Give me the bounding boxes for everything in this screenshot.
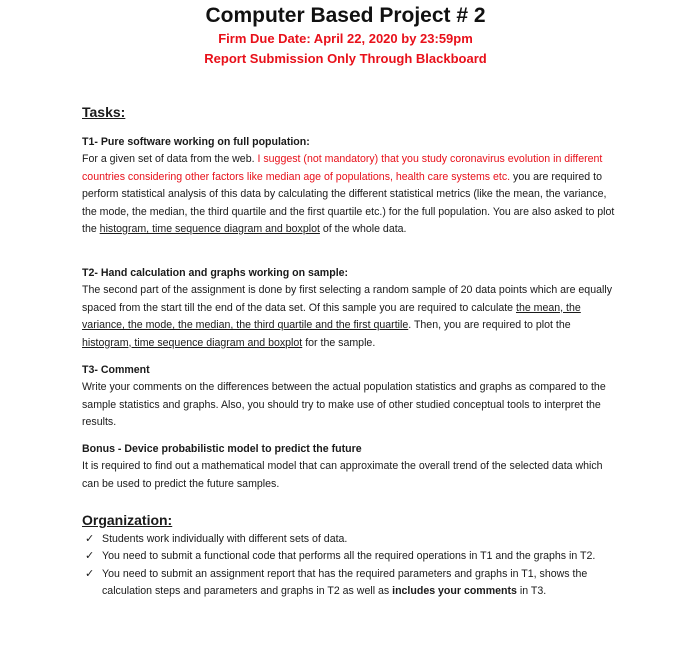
org-item-3-end: in T3. — [516, 585, 547, 598]
t1-body — [82, 151, 617, 238]
t2-title: T2- Hand calculation and graphs working on sample: — [82, 267, 349, 279]
t2-plots: histogram, time sequence diagram and boxplot — [82, 336, 303, 349]
bonus-title: Bonus - Device probabilistic model to predict the future — [82, 443, 362, 455]
due-date: Firm Due Date: April 22, 2020 by 23:59pm — [218, 31, 473, 46]
t1-suggestion: I suggest (not mandatory) that you study coronavirus evolution in different countries considering other factors like median age of populations, health care systems etc. — [82, 153, 603, 183]
task-t3 — [82, 362, 617, 432]
t2-text-3: for the sample. — [302, 336, 376, 349]
t3-title: T3- Comment — [82, 364, 150, 376]
t2-body — [82, 282, 617, 352]
t1-text-2: you are required to perform statistical analysis of this data by calculating the different statistical metrics (like the mean, the variance, the mode, the median, the third quartile and the first quartile etc.) for the full population. You are also asked to plot the — [82, 170, 615, 236]
organization-list — [82, 531, 622, 601]
t1-text-3: of the whole data. — [319, 223, 407, 236]
organization-heading: Organization: — [82, 512, 173, 528]
bonus-body: It is required to find out a mathematical model that can approximate the overall trend of the selected data which can be used to predict the future samples. — [82, 460, 603, 490]
tasks-heading: Tasks: — [82, 104, 126, 120]
checkmark-icon: ✓ — [85, 550, 95, 563]
task-t2 — [82, 265, 617, 352]
t2-text-1: The second part of the assignment is done by first selecting a random sample of 20 data points which are equally spaced from the start till the end of the data set. Of this sample you are required to calculate — [82, 284, 612, 314]
list-item — [82, 548, 622, 565]
org-item-3: You need to submit an assignment report that has the required parameters and graphs in T1, shows the calculation steps and parameters and graphs in T2 as well as — [102, 567, 588, 598]
checkmark-icon: ✓ — [85, 533, 95, 545]
org-item-1: Students work individually with different sets of data. — [102, 533, 348, 545]
checkmark-icon: ✓ — [85, 567, 95, 580]
task-bonus — [82, 441, 617, 493]
list-item — [82, 531, 622, 548]
org-item-2: You need to submit a functional code that performs all the required operations in T1 and the graphs in T2. — [102, 550, 596, 563]
page-title: Computer Based Project # 2 — [205, 4, 486, 27]
task-t1 — [82, 134, 617, 238]
t2-metrics: the mean, the variance, the mode, the median, the third quartile and the first quartile — [82, 301, 581, 332]
t1-plots: histogram, time sequence diagram and boxplot — [99, 223, 320, 236]
list-item — [82, 566, 622, 601]
t2-text-2: . Then, you are required to plot the — [408, 319, 571, 332]
org-item-3-bold: includes your comments — [392, 585, 517, 598]
t1-title: T1- Pure software working on full population: — [82, 136, 310, 148]
submission-note: Report Submission Only Through Blackboard — [204, 51, 487, 66]
t1-text-1: For a given set of data from the web. — [82, 153, 258, 166]
t3-body: Write your comments on the differences between the actual population statistics and graphs as compared to the sample statistics and graphs. Also, you should try to make use of other studied conceptual tools to interpret the results. — [82, 381, 606, 429]
